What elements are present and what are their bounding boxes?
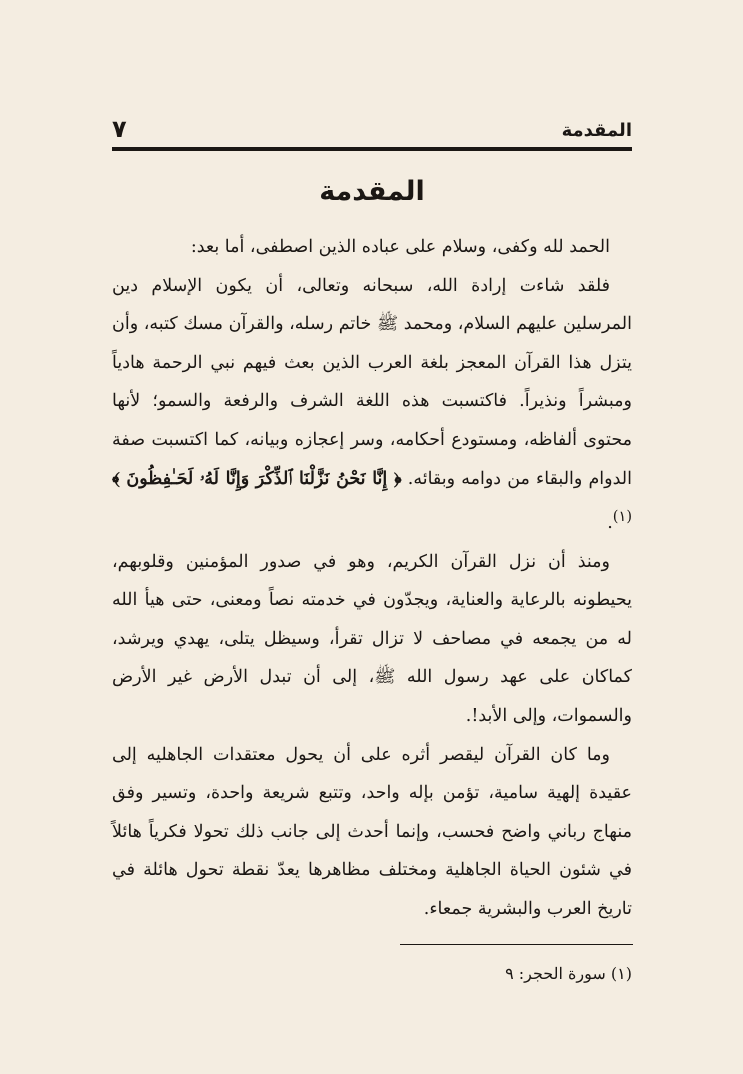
paragraph-opening: الحمد لله وكفى، وسلام على عباده الذين اصطفى، أما بعد: — [190, 237, 610, 257]
paragraph-preservation: ومنذ أن نزل القرآن الكريم، وهو في صدور المؤمنين وقلوبهم، يحيطونه بالرعاية والعناية، ويجدّون في خدمته نصاً ومعنى، حتى هيأ الله له من يجمعه في مصاحف لا تزال تقرأ، وسيظل يتلى، يهدي ويرشد، كماكان على عهد رسول الله ﷺ، إلى أن تبدل الأرض غير الأرض والسموات، وإلى الأبد!. — [112, 551, 632, 726]
header-rule — [112, 147, 632, 151]
running-header — [112, 113, 632, 143]
footnote: (١) سورة الحجر: ٩ — [505, 964, 632, 983]
paragraph-intro: فلقد شاءت إرادة الله، سبحانه وتعالى، أن يكون الإسلام دين المرسلين عليهم السلام، ومحمد ﷺ خاتم رسله، والقرآن مسك كتبه، وأن يتزل هذا القرآن المعجز بلغة العرب الذين بعث فيهم نبي الرحمة هادياً ومبشراً ونذيراً. فاكتسبت هذه اللغة الشرف والرفعة والسمو؛ لأنها محتوى ألفاظه، ومستودع أحكامه، وسر إعجازه وبيانه، كما اكتسبت صفة الدوام والبقاء من دوامه وبقائه. ﴿ إِنَّا نَحْنُ نَزَّلْنَا ٱلذِّكْرَ وَإِنَّا لَهُۥ لَحَـٰفِظُونَ ﴾$^{(١)}$. — [112, 275, 632, 533]
quran-verse: ﴿ إِنَّا نَحْنُ نَزَّلْنَا ٱلذِّكْرَ وَإِنَّا لَهُۥ لَحَـٰفِظُونَ ﴾ — [112, 468, 402, 489]
paragraph-intro-text: فلقد شاءت إرادة الله، سبحانه وتعالى، أن يكون الإسلام دين المرسلين عليهم السلام، ومحمد ﷺ خاتم رسله، والقرآن مسك كتبه، وأن يتزل هذا القرآن المعجز بلغة العرب الذين بعث فيهم نبي الرحمة هادياً ومبشراً ونذيراً. فاكتسبت هذه اللغة الشرف والرفعة والسمو؛ لأنها محتوى ألفاظه، ومستودع أحكامه، وسر إعجازه وبيانه، كما اكتسبت صفة الدوام والبقاء من دوامه وبقائه. — [112, 275, 632, 489]
paragraph-transformation: وما كان القرآن ليقصر أثره على أن يحول معتقدات الجاهليه إلى عقيدة إلهية سامية، تؤمن بإله واحد، وتتبع شريعة واحدة، وتسير وفق منهاج رباني واضح فحسب، وإنما أحدث إلى جانب ذلك تحولا فكرياً هائلاً في شئون الحياة الجاهلية ومختلف مظاهرها يعدّ نقطة تحول هائلة في تاريخ العرب والبشرية جمعاء. — [112, 744, 632, 919]
page-number: ٧ — [112, 115, 127, 143]
footnote-rule — [400, 944, 633, 945]
running-title: المقدمة — [561, 120, 632, 141]
chapter-title: المقدمة — [319, 176, 425, 207]
body-text — [112, 228, 632, 929]
footnote-reference: (١) — [612, 508, 632, 526]
